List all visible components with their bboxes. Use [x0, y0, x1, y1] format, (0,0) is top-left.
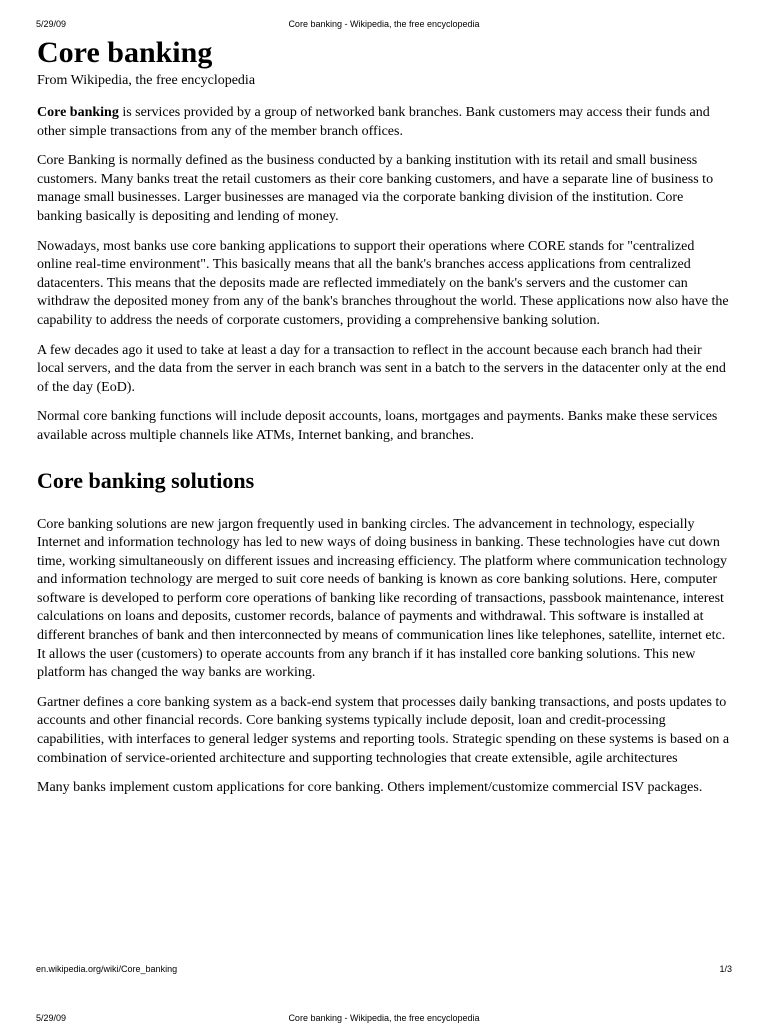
intro-text: is services provided by a group of networked bank branches. Bank customers may access their funds and other simple transactions from any of the member branch offices.	[37, 105, 710, 139]
paragraph-history: A few decades ago it used to take at least a day for a transaction to reflect in the account because each branch had their local servers, and the data from the server in each branch was sent in a batch to the servers in the datacenter only at the end of the day (EoD).	[37, 342, 726, 395]
paragraph-functions: Normal core banking functions will include deposit accounts, loans, mortgages and payments. Banks make these services available across multiple channels like ATMs, Internet banking, and branches.	[37, 409, 718, 443]
next-page-title: Core banking - Wikipedia, the free encyclopedia	[288, 1013, 480, 1023]
print-page-title: Core banking - Wikipedia, the free encyclopedia	[288, 19, 480, 29]
paragraph-solutions: Core banking solutions are new jargon frequently used in banking circles. The advancement in technology, especially Internet and information technology has led to new ways of doing business in banking. These technologies have cut down time, working simultaneously on different issues and increasing efficiency. The platform where communication technology and information technology are merged to suit core needs of banking is known as core banking solutions. Here, computer software is developed to perform core operations of banking like recording of transactions, passbook maintenance, interest calculations on loans and deposits, customer records, balance of payments and withdrawal. This software is installed at different branches of bank and then interconnected by means of communication lines like telephones, satellite, internet etc. It allows the user (customers) to operate accounts from any branch if it has installed core banking solutions. This new platform has changed the way banks are working.	[37, 516, 727, 681]
page-number: 1/3	[719, 964, 732, 974]
next-page-header	[36, 1012, 732, 1024]
print-date: 5/29/09	[36, 19, 67, 29]
paragraph-gartner: Gartner defines a core banking system as a back-end system that processes daily banking transactions, and posts updates to accounts and other financial records. Core banking systems typically include deposit, loan and credit-processing capabilities, with interfaces to general ledger systems and reporting tools. Strategic spending on these systems is based on a combination of service-oriented architecture and supporting technologies that create extensible, agile architectures	[37, 694, 730, 766]
print-footer	[36, 963, 732, 975]
print-url: en.wikipedia.org/wiki/Core_banking	[36, 964, 178, 974]
section-heading-solutions: Core banking solutions	[37, 467, 255, 493]
intro-term: Core banking	[37, 105, 119, 120]
intro-paragraph	[37, 104, 731, 141]
paragraph-centralized: Nowadays, most banks use core banking applications to support their operations where CORE stands for "centralized online real-time environment". This basically means that all the bank's branches access applications from centralized datacenters. This means that the deposits made are reflected immediately on the bank's servers and the customer can withdraw the deposited money from any of the bank's branches throughout the world. These applications now also have the capability to address the needs of corporate customers, providing a comprehensive banking solution.	[37, 238, 729, 328]
article-content	[37, 34, 731, 809]
paragraph-custom-apps: Many banks implement custom applications for core banking. Others implement/customize commercial ISV packages.	[37, 780, 703, 796]
page-subtitle: From Wikipedia, the free encyclopedia	[37, 73, 256, 88]
page-title: Core banking	[37, 36, 213, 69]
next-page-date: 5/29/09	[36, 1013, 67, 1023]
paragraph-definition: Core Banking is normally defined as the business conducted by a banking institution with its retail and small business customers. Many banks treat the retail customers as their core banking customers, and have a separate line of business to manage small businesses. Larger businesses are managed via the corporate banking division of the institution. Core banking basically is depositing and lending of money.	[37, 153, 714, 224]
print-header	[36, 18, 732, 30]
